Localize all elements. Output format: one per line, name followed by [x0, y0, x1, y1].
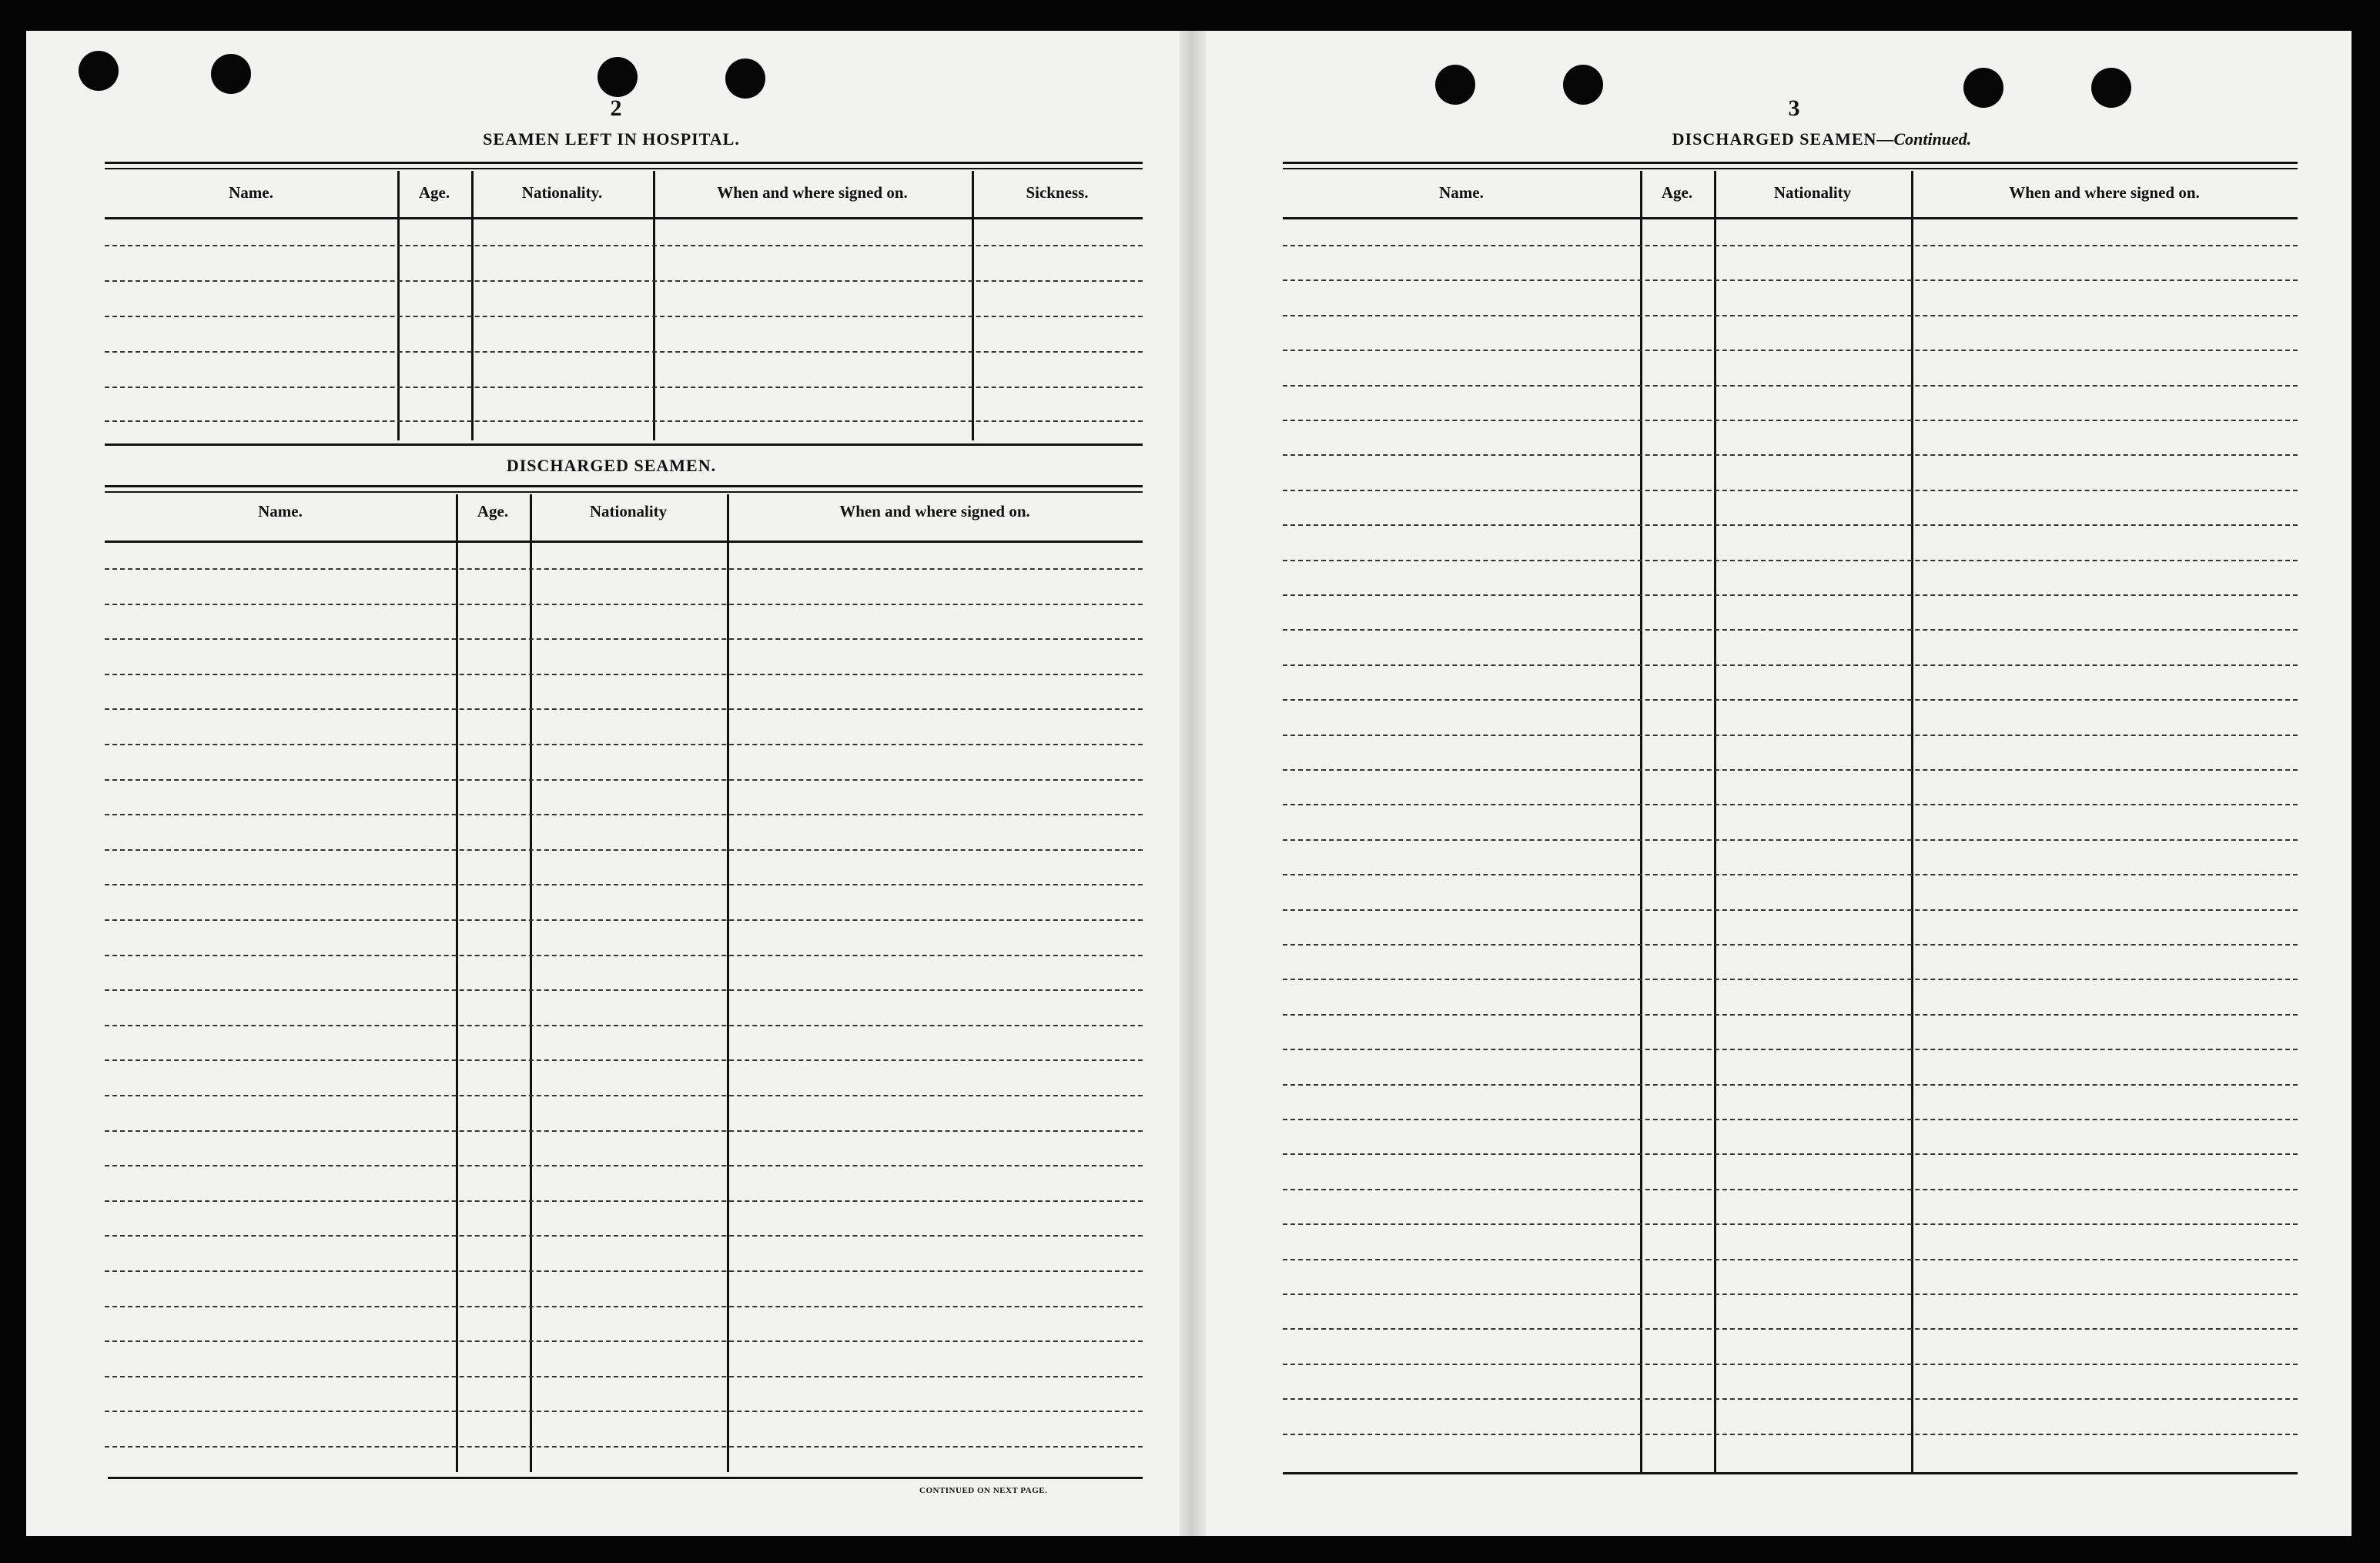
- page-number: 3: [1788, 95, 1800, 121]
- column-header: Name.: [1439, 183, 1484, 202]
- entry-line: [1283, 385, 2298, 387]
- entry-line: [105, 420, 1143, 422]
- entry-line: [105, 814, 1143, 815]
- entry-line: [105, 1165, 1143, 1166]
- entry-line: [1283, 1259, 2298, 1260]
- entry-line: [1283, 629, 2298, 631]
- entry-line: [1283, 1434, 2298, 1435]
- entry-line: [1283, 769, 2298, 771]
- entry-line: [1283, 804, 2298, 805]
- column-header: Age.: [1661, 183, 1693, 202]
- entry-line: [1283, 1119, 2298, 1120]
- column-header: When and where signed on.: [839, 502, 1030, 520]
- entry-line: [105, 245, 1143, 246]
- entry-line: [1283, 1223, 2298, 1225]
- entry-line: [105, 1376, 1143, 1377]
- entry-line: [105, 744, 1143, 745]
- column-header: When and where signed on.: [2009, 183, 2200, 202]
- continued-section-title: [1537, 129, 2107, 149]
- section-title-suffix: —Continued.: [1876, 129, 1972, 149]
- entry-line: [1283, 1049, 2298, 1050]
- entry-line: [1283, 874, 2298, 875]
- page-number: 2: [610, 95, 622, 121]
- entry-line: [105, 1306, 1143, 1307]
- entry-line: [105, 708, 1143, 710]
- section-title-text: DISCHARGED SEAMEN: [1672, 129, 1877, 149]
- punch-hole: [1563, 65, 1603, 105]
- column-header: Nationality.: [521, 183, 603, 202]
- entry-line: [1283, 839, 2298, 841]
- book-spine: [1180, 31, 1206, 1536]
- column-header: When and where signed on.: [717, 183, 908, 202]
- entry-line: [1283, 350, 2298, 351]
- entry-line: [1283, 315, 2298, 316]
- entry-line: [105, 1340, 1143, 1342]
- entry-line: [105, 351, 1143, 353]
- column-header: Age.: [418, 183, 450, 202]
- entry-line: [1283, 490, 2298, 491]
- entry-line: [1283, 1189, 2298, 1190]
- entry-line: [105, 1200, 1143, 1202]
- entry-line: [105, 955, 1143, 956]
- column-header: Name.: [258, 502, 303, 520]
- column-header: Sickness.: [1026, 183, 1089, 202]
- entry-line: [105, 849, 1143, 851]
- entry-line: [105, 1270, 1143, 1272]
- column-header: Nationality: [589, 502, 668, 520]
- entry-line: [105, 604, 1143, 605]
- entry-line: [105, 1411, 1143, 1412]
- entry-line: [105, 1446, 1143, 1448]
- entry-line: [1283, 1328, 2298, 1330]
- entry-line: [105, 1025, 1143, 1026]
- right-page: [1206, 31, 2352, 1536]
- entry-line: [1283, 420, 2298, 421]
- entry-line: [1283, 1294, 2298, 1295]
- punch-hole: [1963, 68, 2003, 108]
- left-page: [26, 31, 1180, 1536]
- entry-line: [1283, 735, 2298, 736]
- punch-hole: [1435, 65, 1475, 105]
- entry-line: [105, 387, 1143, 388]
- entry-line: [105, 884, 1143, 885]
- entry-line: [105, 674, 1143, 675]
- entry-line: [1283, 560, 2298, 561]
- entry-line: [1283, 944, 2298, 945]
- entry-line: [105, 919, 1143, 921]
- column-header: Age.: [477, 502, 509, 520]
- column-header: Name.: [229, 183, 273, 202]
- entry-line: [1283, 594, 2298, 596]
- punch-hole: [2091, 68, 2131, 108]
- punch-hole: [211, 54, 251, 94]
- punch-hole: [598, 57, 638, 97]
- entry-line: [105, 1059, 1143, 1061]
- entry-line: [1283, 664, 2298, 666]
- entry-line: [1283, 1153, 2298, 1155]
- punch-hole: [725, 59, 765, 99]
- column-header: Nationality: [1773, 183, 1852, 202]
- entry-line: [105, 638, 1143, 640]
- entry-line: [1283, 1084, 2298, 1086]
- entry-line: [1283, 1014, 2298, 1016]
- entry-line: [105, 779, 1143, 781]
- entry-line: [105, 280, 1143, 282]
- entry-line: [1283, 279, 2298, 281]
- entry-line: [105, 1095, 1143, 1096]
- entry-line: [1283, 699, 2298, 701]
- entry-line: [1283, 245, 2298, 246]
- continued-note: CONTINUED ON NEXT PAGE.: [919, 1486, 1048, 1495]
- entry-line: [105, 316, 1143, 317]
- discharged-section-title: DISCHARGED SEAMEN.: [506, 456, 717, 475]
- entry-line: [1283, 1398, 2298, 1400]
- entry-line: [1283, 1364, 2298, 1365]
- punch-hole: [79, 51, 119, 91]
- entry-line: [105, 568, 1143, 570]
- entry-line: [1283, 524, 2298, 526]
- entry-line: [1283, 454, 2298, 456]
- entry-line: [105, 1235, 1143, 1237]
- hospital-section-title: SEAMEN LEFT IN HOSPITAL.: [483, 129, 740, 149]
- entry-line: [105, 1130, 1143, 1132]
- entry-line: [1283, 909, 2298, 911]
- document-sheet: [26, 31, 2352, 1536]
- entry-line: [1283, 979, 2298, 980]
- entry-line: [105, 989, 1143, 991]
